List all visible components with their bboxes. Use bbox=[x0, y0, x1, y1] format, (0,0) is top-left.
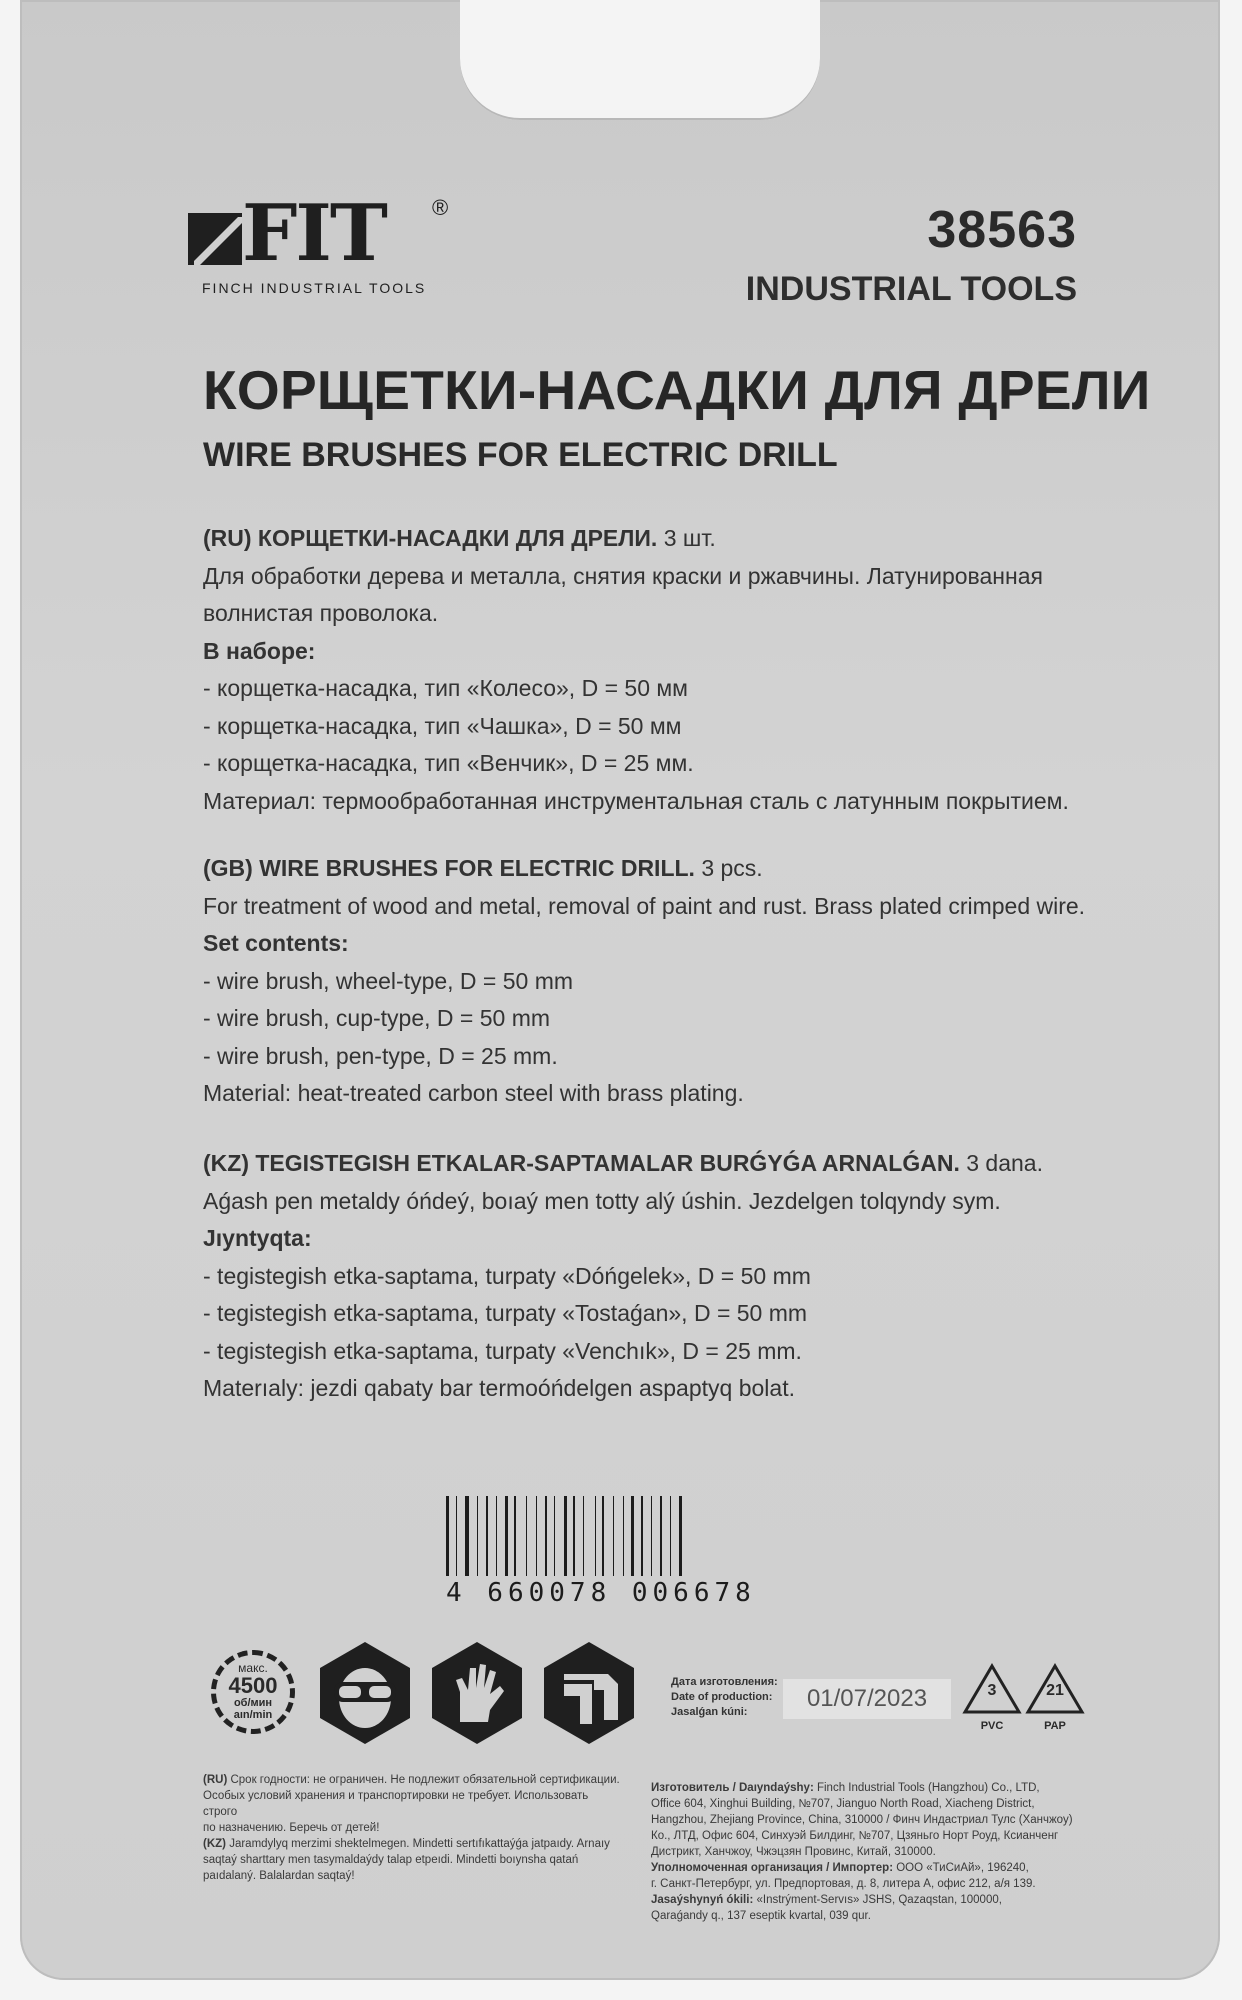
gb-item: - wire brush, wheel-type, D = 50 mm bbox=[203, 967, 574, 994]
barcode-bar bbox=[583, 1496, 584, 1576]
barcode-bar bbox=[660, 1496, 662, 1576]
fine-kz-text: Jaramdylyq merzimi shektelmegen. Mindetti sertıfıkattaýǵa jatpaıdy. Arnaıy bbox=[226, 1838, 610, 1850]
recycle-pap bbox=[1020, 1660, 1090, 1742]
series-name: INDUSTRIAL TOOLS bbox=[745, 270, 1077, 308]
fine-mfr-label: Изготовитель / Daıyndaýshy: bbox=[651, 1782, 814, 1794]
fine-ru-text: Срок годности: не ограничен. Не подлежит обязательной сертификации. bbox=[227, 1774, 620, 1786]
barcode-bar bbox=[564, 1496, 567, 1576]
barcode-bar bbox=[617, 1496, 619, 1576]
title-ru: КОРЩЕТКИ-НАСАДКИ ДЛЯ ДРЕЛИ bbox=[203, 359, 1151, 421]
barcode-bar bbox=[626, 1496, 628, 1576]
barcode-bar bbox=[554, 1496, 555, 1576]
fine-mfr-4: Ко., ЛТД, Офис 604, Синхуэй Билдинг, №707, Цзяньго Норт Роуд, Ксианченг bbox=[651, 1830, 1059, 1842]
barcode-bar bbox=[573, 1496, 575, 1576]
gb-item: - wire brush, pen-type, D = 25 mm. bbox=[203, 1042, 558, 1069]
gb-heading-bold: (GB) WIRE BRUSHES FOR ELECTRIC DRILL. bbox=[203, 855, 695, 881]
barcode-bar bbox=[500, 1496, 501, 1576]
fine-mfr-5: Дистрикт, Ханчжоу, Чжэцзян Провинс, Китай, 310000. bbox=[651, 1846, 936, 1858]
ru-material: Материал: термообработанная инструментальная сталь с латунным покрытием. bbox=[203, 787, 1069, 814]
recycle-number: 21 bbox=[1046, 1682, 1064, 1699]
rpm-value: 4500 bbox=[228, 1673, 278, 1698]
rpm-max-label: макс. bbox=[238, 1661, 268, 1675]
barcode-bar bbox=[451, 1496, 453, 1576]
ru-item: - корщетка-насадка, тип «Колесо», D = 50 мм bbox=[203, 675, 688, 701]
fine-ru-1 bbox=[203, 1772, 623, 1788]
kz-qty: 3 dana. bbox=[959, 1150, 1043, 1176]
barcode-bar bbox=[602, 1496, 604, 1576]
fine-ru-2: Особых условий хранения и транспортировки не требует. Использовать строго bbox=[203, 1790, 589, 1818]
barcode-bar bbox=[666, 1496, 668, 1576]
barcode bbox=[446, 1496, 808, 1608]
barcode-bar bbox=[496, 1496, 497, 1576]
hang-hole bbox=[460, 0, 820, 120]
barcode-bar bbox=[646, 1496, 647, 1576]
fine-mfr-1 bbox=[651, 1780, 1121, 1796]
barcode-bar bbox=[472, 1496, 473, 1576]
ru-heading bbox=[203, 520, 1103, 558]
barcode-bar bbox=[674, 1496, 675, 1576]
rpm-unit-ru: об/мин bbox=[233, 1697, 273, 1709]
fine-ru-label: (RU) bbox=[203, 1774, 228, 1786]
ru-heading-bold: (RU) КОРЩЕТКИ-НАСАДКИ ДЛЯ ДРЕЛИ. bbox=[203, 525, 658, 551]
ru-desc-2: волнистая проволока. bbox=[203, 600, 439, 626]
barcode-bar bbox=[654, 1496, 657, 1576]
barcode-bar bbox=[623, 1496, 624, 1576]
ru-qty: 3 шт. bbox=[657, 525, 716, 551]
fine-kz-2: saqtaý sharttary men tasymaldaýdy talap etpeıdi. Mindetti boıynsha qatań bbox=[203, 1854, 579, 1866]
gb-item: - wire brush, cup-type, D = 50 mm bbox=[203, 1005, 551, 1031]
barcode-bar bbox=[558, 1496, 560, 1576]
barcode-bar bbox=[461, 1496, 463, 1576]
kz-item: - tegistegish etka-saptama, turpaty «Venchık», D = 25 mm. bbox=[203, 1337, 802, 1364]
barcode-bar bbox=[613, 1496, 614, 1576]
production-date-box bbox=[671, 1675, 941, 1720]
kz-item: - tegistegish etka-saptama, turpaty «Tostaǵan», D = 50 mm bbox=[203, 1300, 808, 1326]
fine-ru-3: по назначению. Беречь от детей! bbox=[203, 1822, 380, 1834]
gb-heading bbox=[203, 850, 1103, 888]
fine-print-right bbox=[651, 1780, 1121, 1924]
max-rpm-badge bbox=[203, 1642, 303, 1742]
date-label-kz: Jasalǵan kúni: bbox=[671, 1706, 748, 1718]
barcode-bar bbox=[486, 1496, 488, 1576]
article-number: 38563 bbox=[927, 201, 1077, 259]
recycle-pvc bbox=[957, 1660, 1027, 1742]
fine-kz-label: (KZ) bbox=[203, 1838, 226, 1850]
barcode-bar bbox=[446, 1496, 449, 1576]
kz-item: - tegistegish etka-saptama, turpaty «Dóńgelek», D = 50 mm bbox=[203, 1262, 811, 1289]
ru-item: - корщетка-насадка, тип «Венчик», D = 25 мм. bbox=[203, 750, 694, 776]
gb-material: Material: heat-treated carbon steel with brass plating. bbox=[203, 1080, 744, 1106]
barcode-bar bbox=[551, 1496, 552, 1576]
recycle-caption: PVC bbox=[980, 1720, 1004, 1732]
fine-imp-text: ООО «ТиСиАй», 196240, bbox=[893, 1862, 1029, 1874]
kz-heading-bold: (KZ) TEGISTEGISH ETKALAR-SAPTAMALAR BURǴYǴA ARNALǴAN. bbox=[203, 1150, 960, 1176]
rpm-ring bbox=[211, 1650, 295, 1734]
fine-print-left bbox=[203, 1772, 623, 1884]
barcode-bar bbox=[536, 1496, 537, 1576]
glove-icon bbox=[424, 1640, 530, 1746]
barcode-bar bbox=[641, 1496, 643, 1576]
barcode-bar bbox=[520, 1496, 524, 1576]
kz-set-label: Jıyntyqta: bbox=[203, 1225, 312, 1251]
barcode-bar bbox=[465, 1496, 469, 1576]
fine-kz-1 bbox=[203, 1836, 623, 1852]
rpm-unit-kz: aın/min bbox=[233, 1709, 273, 1721]
date-label-ru: Дата изготовления: bbox=[671, 1676, 778, 1688]
barcode-bars bbox=[446, 1496, 808, 1576]
fine-imp-2: г. Санкт-Петербург, ул. Предпортовая, д. 8, литера А, офис 212, а/я 139. bbox=[651, 1878, 1036, 1890]
barcode-bar bbox=[480, 1496, 483, 1576]
recycle-caption: PAP bbox=[1044, 1720, 1066, 1732]
packaging-card bbox=[20, 0, 1220, 1980]
kz-heading bbox=[203, 1145, 1103, 1183]
fine-imp-label: Уполномоченная организация / Импортер: bbox=[651, 1862, 894, 1874]
fine-mfr-text: Finch Industrial Tools (Hangzhou) Co., LTD, bbox=[813, 1782, 1040, 1794]
barcode-bar bbox=[492, 1496, 494, 1576]
barcode-bar bbox=[679, 1496, 682, 1576]
date-label-en: Date of production: bbox=[671, 1691, 773, 1703]
gb-qty: 3 pcs. bbox=[694, 855, 763, 881]
barcode-bar bbox=[598, 1496, 599, 1576]
fine-mfr-3: Hangzhou, Zhejiang Province, China, 310000 / Финч Индастриал Тулс (Ханчжоу) bbox=[651, 1814, 1073, 1826]
brand-logo bbox=[180, 188, 480, 296]
ru-section bbox=[203, 520, 1103, 820]
title-en: WIRE BRUSHES FOR ELECTRIC DRILL bbox=[203, 436, 838, 474]
brand-subtitle: FINCH INDUSTRIAL TOOLS bbox=[202, 280, 427, 296]
fine-kzrep-label: Jasaýshynyń ókili: bbox=[651, 1894, 754, 1906]
fine-imp-1 bbox=[651, 1860, 1121, 1876]
barcode-bar bbox=[631, 1496, 634, 1576]
registered-mark: ® bbox=[432, 195, 449, 220]
goggles-mask-icon bbox=[312, 1640, 418, 1746]
barcode-bar bbox=[638, 1496, 639, 1576]
barcode-bar bbox=[530, 1496, 532, 1576]
barcode-bar bbox=[670, 1496, 671, 1576]
ru-set-label: В наборе: bbox=[203, 637, 316, 664]
brand-name: FIT bbox=[242, 188, 386, 279]
ru-desc-1: Для обработки дерева и металла, снятия краски и ржавчины. Латунированная bbox=[203, 562, 1043, 589]
gb-desc-1: For treatment of wood and metal, removal of paint and rust. Brass plated crimped wire. bbox=[203, 892, 1086, 919]
gb-set-label: Set contents: bbox=[203, 930, 349, 956]
barcode-bar bbox=[579, 1496, 581, 1576]
fine-mfr-2: Office 604, Xinghui Building, №707, Jianguo North Road, Xiacheng District, bbox=[651, 1798, 1035, 1810]
barcode-bar bbox=[569, 1496, 570, 1576]
fine-kzrep-1 bbox=[651, 1892, 1121, 1908]
barcode-bar bbox=[651, 1496, 652, 1576]
fine-kz-3: paıdalaný. Balalardan saqtaý! bbox=[203, 1870, 355, 1882]
barcode-bar bbox=[587, 1496, 591, 1576]
fine-kzrep-2: Qaraǵandy q., 137 esеptik kvartal, 039 qur. bbox=[651, 1910, 871, 1922]
ru-item: - корщетка-насадка, тип «Чашка», D = 50 мм bbox=[203, 712, 682, 739]
corner-part-icon bbox=[536, 1640, 642, 1746]
barcode-bar bbox=[505, 1496, 508, 1576]
barcode-bar bbox=[595, 1496, 596, 1576]
barcode-bar bbox=[514, 1496, 516, 1576]
recycle-number: 3 bbox=[987, 1682, 997, 1699]
gb-section bbox=[203, 850, 1103, 1113]
barcode-bar bbox=[456, 1496, 457, 1576]
barcode-bar bbox=[539, 1496, 542, 1576]
barcode-bar bbox=[526, 1496, 527, 1576]
barcode-bar bbox=[608, 1496, 611, 1576]
barcode-bar bbox=[477, 1496, 478, 1576]
barcode-bar bbox=[545, 1496, 547, 1576]
kz-section bbox=[203, 1145, 1103, 1408]
barcode-digits: 4 660078 006678 bbox=[446, 1578, 756, 1608]
fit-logo-icon bbox=[180, 203, 250, 273]
fine-kzrep-text: «Instrýment-Servıs» JSHS, Qazaqstan, 100000, bbox=[753, 1894, 1002, 1906]
barcode-bar bbox=[510, 1496, 511, 1576]
kz-material: Materıaly: jezdi qabaty bar termoóńdelgen aspaptyq bolat. bbox=[203, 1375, 795, 1401]
kz-desc-1: Aǵash pen metaldy óńdeý, boıaý men totty alý úshin. Jezdelgen tolqyndy sym. bbox=[203, 1187, 1001, 1214]
production-date: 01/07/2023 bbox=[783, 1679, 951, 1719]
